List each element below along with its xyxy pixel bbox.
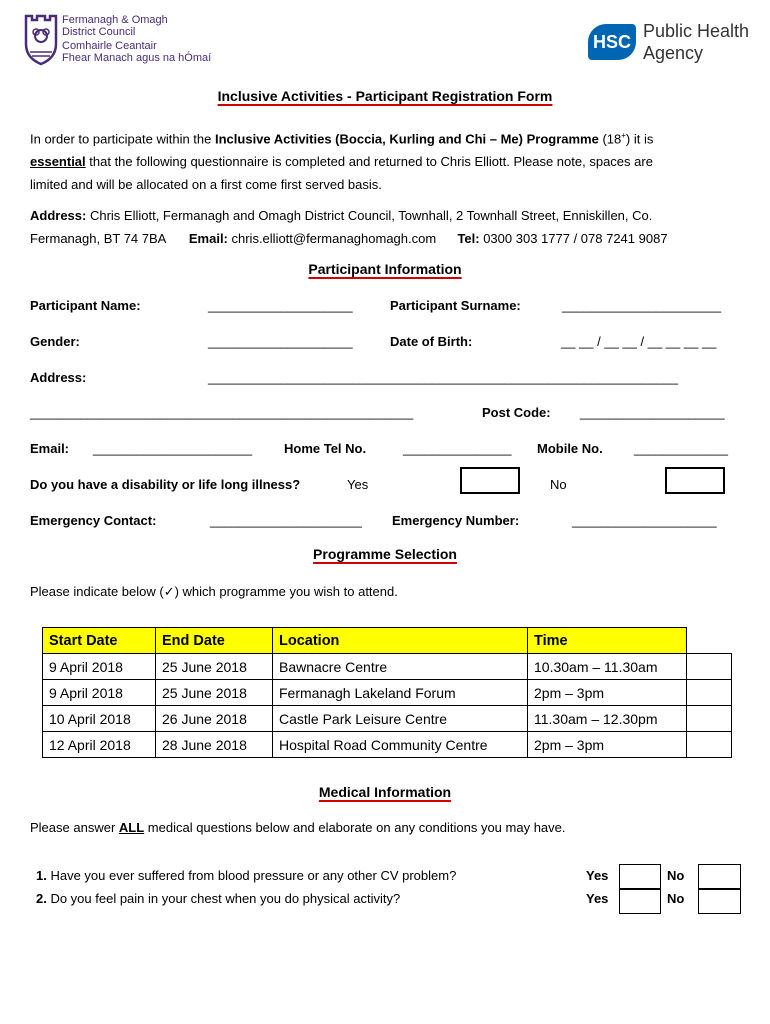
participant-surname-label: Participant Surname: — [390, 298, 521, 313]
q2-no-checkbox[interactable] — [698, 888, 741, 914]
q1-yes-checkbox[interactable] — [619, 864, 661, 890]
row-location: Hospital Road Community Centre — [273, 732, 528, 758]
row-tick-cell[interactable] — [687, 680, 732, 706]
row-time: 2pm – 3pm — [528, 680, 687, 706]
medical-question-1 — [36, 868, 456, 883]
intro-text-a: In order to participate within the — [30, 131, 215, 147]
participant-surname-field[interactable]: ______________________ — [562, 298, 722, 313]
home-tel-field[interactable]: _______________ — [403, 441, 512, 456]
row-time: 10.30am – 11.30am — [528, 654, 687, 680]
programme-heading: Programme Selection — [313, 546, 457, 562]
table-row — [43, 732, 732, 758]
page-title: Inclusive Activities - Participant Registration Form — [217, 88, 553, 104]
q2-yes-label: Yes — [586, 891, 609, 906]
council-line-3: Comhairle Ceantair — [62, 40, 157, 52]
contact-tel: 0300 303 1777 / 078 7241 9087 — [479, 231, 668, 246]
gender-field[interactable]: ____________________ — [208, 334, 353, 349]
dob-field[interactable]: __ __ / __ __ / __ __ __ __ — [561, 334, 717, 349]
contact-email-label: Email: — [188, 231, 228, 246]
council-line-2: District Council — [62, 26, 136, 38]
programme-instruction: Please indicate below (✓) which programme you wish to attend. — [30, 584, 398, 599]
email-label: Email: — [30, 441, 70, 456]
table-row — [43, 680, 732, 706]
col-start-date: Start Date — [43, 628, 156, 654]
contact-address — [30, 204, 742, 250]
address-line-1 — [30, 204, 742, 227]
intro-line-2 — [30, 150, 742, 173]
address-line-2 — [30, 227, 742, 250]
q1-no-label: No — [667, 868, 685, 883]
row-time: 2pm – 3pm — [528, 732, 687, 758]
gender-label: Gender: — [30, 334, 80, 349]
contact-tel-label: Tel: — [457, 231, 480, 246]
address-label: Address: — [30, 208, 87, 223]
intro-text-b: that the following questionnaire is completed and returned to Chris Elliott. Please note, spaces are — [85, 154, 653, 170]
participant-heading: Participant Information — [308, 261, 462, 277]
council-crest-icon — [24, 14, 58, 66]
intro-paragraph — [30, 124, 742, 196]
col-location: Location — [273, 628, 528, 654]
mobile-field[interactable]: _____________ — [634, 441, 728, 456]
address-field-2[interactable]: _____________________________________________________ — [30, 405, 414, 420]
intro-text-d: ) it is — [625, 131, 654, 147]
intro-text — [30, 124, 653, 150]
q1-yes-label: Yes — [586, 868, 609, 883]
hsc-logo-mark — [588, 24, 636, 60]
row-tick-cell[interactable] — [687, 706, 732, 732]
row-location: Bawnacre Centre — [273, 654, 528, 680]
row-start-date: 9 April 2018 — [43, 680, 156, 706]
emergency-number-field[interactable]: ____________________ — [572, 513, 717, 528]
table-row — [43, 654, 732, 680]
disability-no-checkbox[interactable] — [665, 467, 725, 494]
medical-instr-a: Please answer — [30, 820, 119, 835]
disability-yes-label: Yes — [347, 477, 369, 492]
contact-email: chris.elliott@fermanaghomagh.com — [227, 231, 437, 246]
address-field-label: Address: — [30, 370, 87, 385]
council-line-1: Fermanagh & Omagh — [62, 14, 168, 26]
emergency-contact-label: Emergency Contact: — [30, 513, 157, 528]
intro-programme: Inclusive Activities (Boccia, Kurling and Chi – Me) Programme — [215, 131, 599, 147]
q2-number: 2. — [36, 891, 47, 906]
col-end-date: End Date — [156, 628, 273, 654]
postcode-field[interactable]: ____________________ — [580, 405, 725, 420]
q1-number: 1. — [36, 868, 47, 883]
q1-text: Have you ever suffered from blood pressure or any other CV problem? — [46, 868, 457, 883]
programme-header-row — [43, 628, 732, 654]
disability-yes-checkbox[interactable] — [460, 467, 520, 494]
address-text: Chris Elliott, Fermanagh and Omagh District Council, Townhall, 2 Townhall Street, Enniskillen, Co. — [86, 208, 653, 223]
disability-label: Do you have a disability or life long illness? — [30, 477, 301, 492]
programme-table — [42, 627, 732, 758]
row-end-date: 25 June 2018 — [156, 680, 273, 706]
intro-essential: essential — [30, 154, 86, 170]
medical-instruction — [30, 820, 566, 835]
emergency-number-label: Emergency Number: — [392, 513, 520, 528]
row-end-date: 25 June 2018 — [156, 654, 273, 680]
row-end-date: 26 June 2018 — [156, 706, 273, 732]
medical-instr-c: medical questions below and elaborate on any conditions you may have. — [144, 820, 566, 835]
hsc-mark-text: HSC — [592, 31, 631, 52]
participant-name-field[interactable]: ____________________ — [208, 298, 353, 313]
row-start-date: 10 April 2018 — [43, 706, 156, 732]
row-time: 11.30am – 12.30pm — [528, 706, 687, 732]
row-start-date: 9 April 2018 — [43, 654, 156, 680]
q1-no-checkbox[interactable] — [698, 864, 741, 890]
intro-text-c: (18 — [598, 131, 622, 147]
row-tick-cell[interactable] — [687, 732, 732, 758]
council-line-4: Fhear Manach agus na hÓmaí — [62, 52, 212, 64]
intro-sup: + — [621, 131, 626, 140]
hsc-line-1: Public Health — [643, 21, 750, 41]
intro-line-3: limited and will be allocated on a first come first served basis. — [30, 177, 382, 193]
dob-label: Date of Birth: — [390, 334, 473, 349]
home-tel-label: Home Tel No. — [284, 441, 367, 456]
row-location: Castle Park Leisure Centre — [273, 706, 528, 732]
address-postcode: Fermanagh, BT 74 7BA — [30, 231, 166, 246]
mobile-label: Mobile No. — [537, 441, 603, 456]
q2-no-label: No — [667, 891, 685, 906]
hsc-line-2: Agency — [643, 43, 704, 63]
council-name — [62, 14, 211, 64]
intro-line-1 — [30, 124, 742, 150]
postcode-label: Post Code: — [482, 405, 551, 420]
col-tick — [687, 628, 732, 654]
row-end-date: 28 June 2018 — [156, 732, 273, 758]
address-field[interactable]: _________________________________________________________________ — [208, 370, 678, 385]
medical-heading: Medical Information — [318, 784, 452, 800]
emergency-contact-field[interactable]: _____________________ — [210, 513, 362, 528]
disability-no-label: No — [550, 477, 567, 492]
medical-instr-all: ALL — [118, 820, 145, 835]
council-logo — [24, 14, 58, 71]
q2-yes-checkbox[interactable] — [619, 888, 661, 914]
row-location: Fermanagh Lakeland Forum — [273, 680, 528, 706]
email-field[interactable]: ______________________ — [93, 441, 253, 456]
table-row — [43, 706, 732, 732]
participant-name-label: Participant Name: — [30, 298, 141, 313]
q2-text: Do you feel pain in your chest when you do physical activity? — [46, 891, 401, 906]
hsc-logo-text — [643, 20, 749, 64]
row-tick-cell[interactable] — [687, 654, 732, 680]
row-start-date: 12 April 2018 — [43, 732, 156, 758]
medical-question-2 — [36, 891, 400, 906]
col-time: Time — [528, 628, 687, 654]
